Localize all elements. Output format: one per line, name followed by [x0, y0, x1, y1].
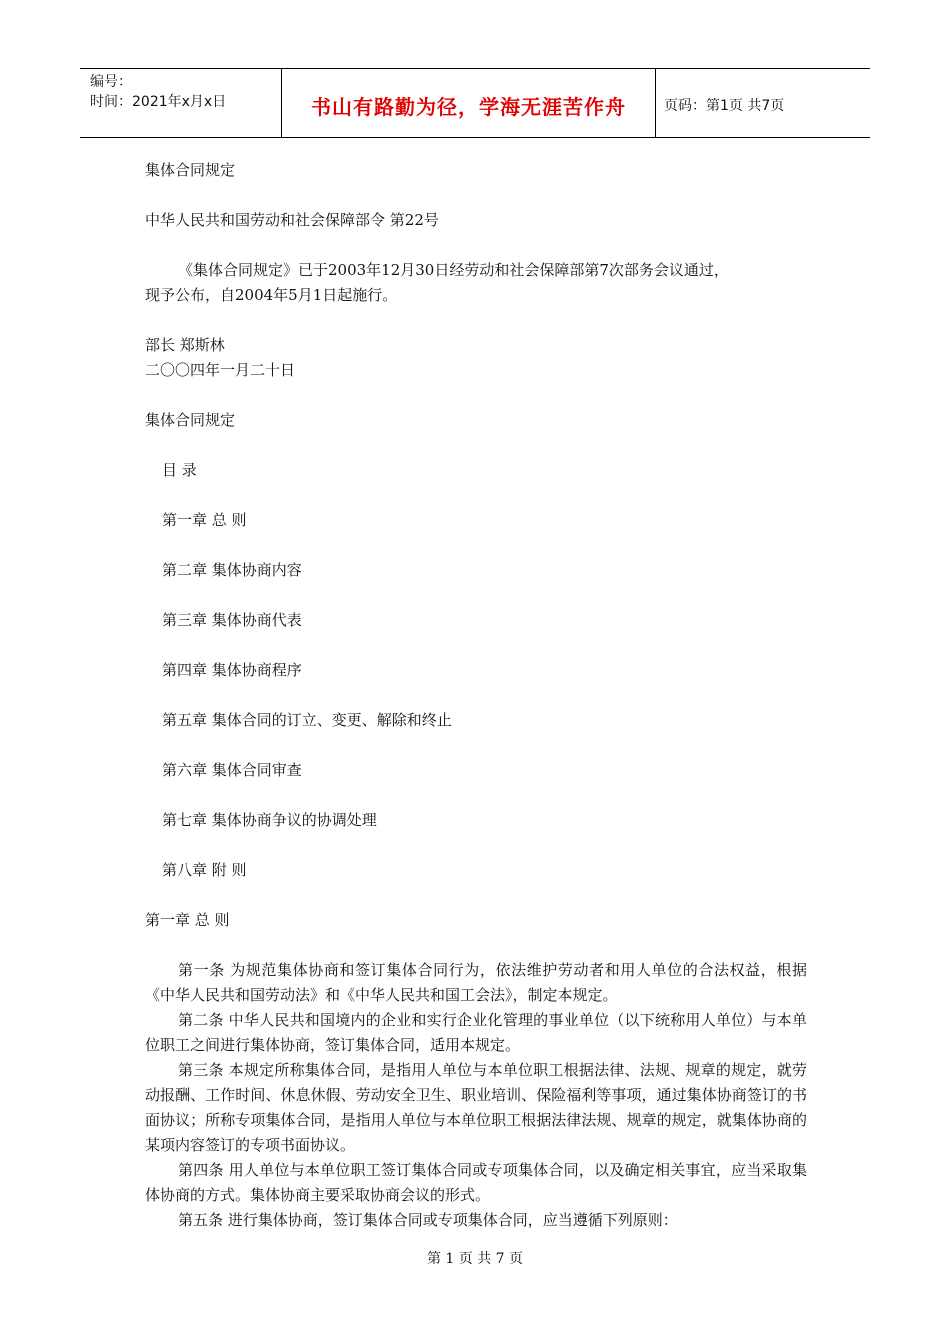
article-paragraph: 第三条 本规定所称集体合同，是指用人单位与本单位职工根据法律、法规、规章的规定，就劳动报酬、工作时间、休息休假、劳动安全卫生、职业培训、保险福利等事项，通过集体协商签订的书面协议；所称专项集体合同，是指用人单位与本单位职工根据法律法规、规章的规定，就集体协商的某项内容签订的专项书面协议。: [145, 1061, 807, 1154]
issue-date: 二〇〇四年一月二十日: [145, 361, 296, 379]
toc-item: 第五章 集体合同的订立、变更、解除和终止: [162, 711, 452, 729]
article-paragraph: 第五条 进行集体协商，签订集体合同或专项集体合同，应当遵循下列原则：: [178, 1211, 678, 1229]
serial-number-label: 编号：: [90, 74, 132, 90]
toc-item: 第四章 集体协商程序: [162, 661, 302, 679]
time-label: 时间：2021年x月x日: [90, 94, 227, 110]
document-header: [80, 68, 870, 138]
toc-item: 第一章 总 则: [162, 511, 247, 529]
toc-item: 第二章 集体协商内容: [162, 561, 302, 579]
page-info: 页码：第1页 共7页: [664, 98, 785, 114]
toc-item: 第六章 集体合同审查: [162, 761, 302, 779]
header-motto-cell: [282, 69, 656, 137]
toc-heading: 目 录: [162, 461, 197, 479]
header-meta-cell: [80, 69, 282, 137]
page-footer: 第 1 页 共 7 页: [426, 1251, 524, 1267]
header-page-cell: [656, 69, 870, 137]
article-paragraph: 第四条 用人单位与本单位职工签订集体合同或专项集体合同，以及确定相关事宜，应当采取集体协商的方式。集体协商主要采取协商会议的形式。: [145, 1161, 807, 1204]
toc-item: 第三章 集体协商代表: [162, 611, 302, 629]
decree-line: 中华人民共和国劳动和社会保障部令 第22号: [145, 211, 439, 229]
announcement-line-2: 现予公布，自2004年5月1日起施行。: [145, 286, 398, 304]
toc-item: 第八章 附 则: [162, 861, 247, 879]
article-paragraph: 第一条 为规范集体协商和签订集体合同行为，依法维护劳动者和用人单位的合法权益，根据《中华人民共和国劳动法》和《中华人民共和国工会法》，制定本规定。: [145, 961, 807, 1004]
document-title: 集体合同规定: [145, 161, 236, 179]
announcement-line-1: 《集体合同规定》已于2003年12月30日经劳动和社会保障部第7次部务会议通过，: [178, 261, 729, 279]
chapter-heading: 第一章 总 则: [145, 911, 230, 929]
article-paragraph: 第二条 中华人民共和国境内的企业和实行企业化管理的事业单位（以下统称用人单位）与本单位职工之间进行集体协商，签订集体合同，适用本规定。: [145, 1011, 807, 1054]
toc-item: 第七章 集体协商争议的协调处理: [162, 811, 377, 829]
document-title-repeat: 集体合同规定: [145, 411, 236, 429]
motto-text: 书山有路勤为径，学海无涯苦作舟: [311, 95, 626, 119]
minister-signature: 部长 郑斯林: [145, 336, 225, 354]
